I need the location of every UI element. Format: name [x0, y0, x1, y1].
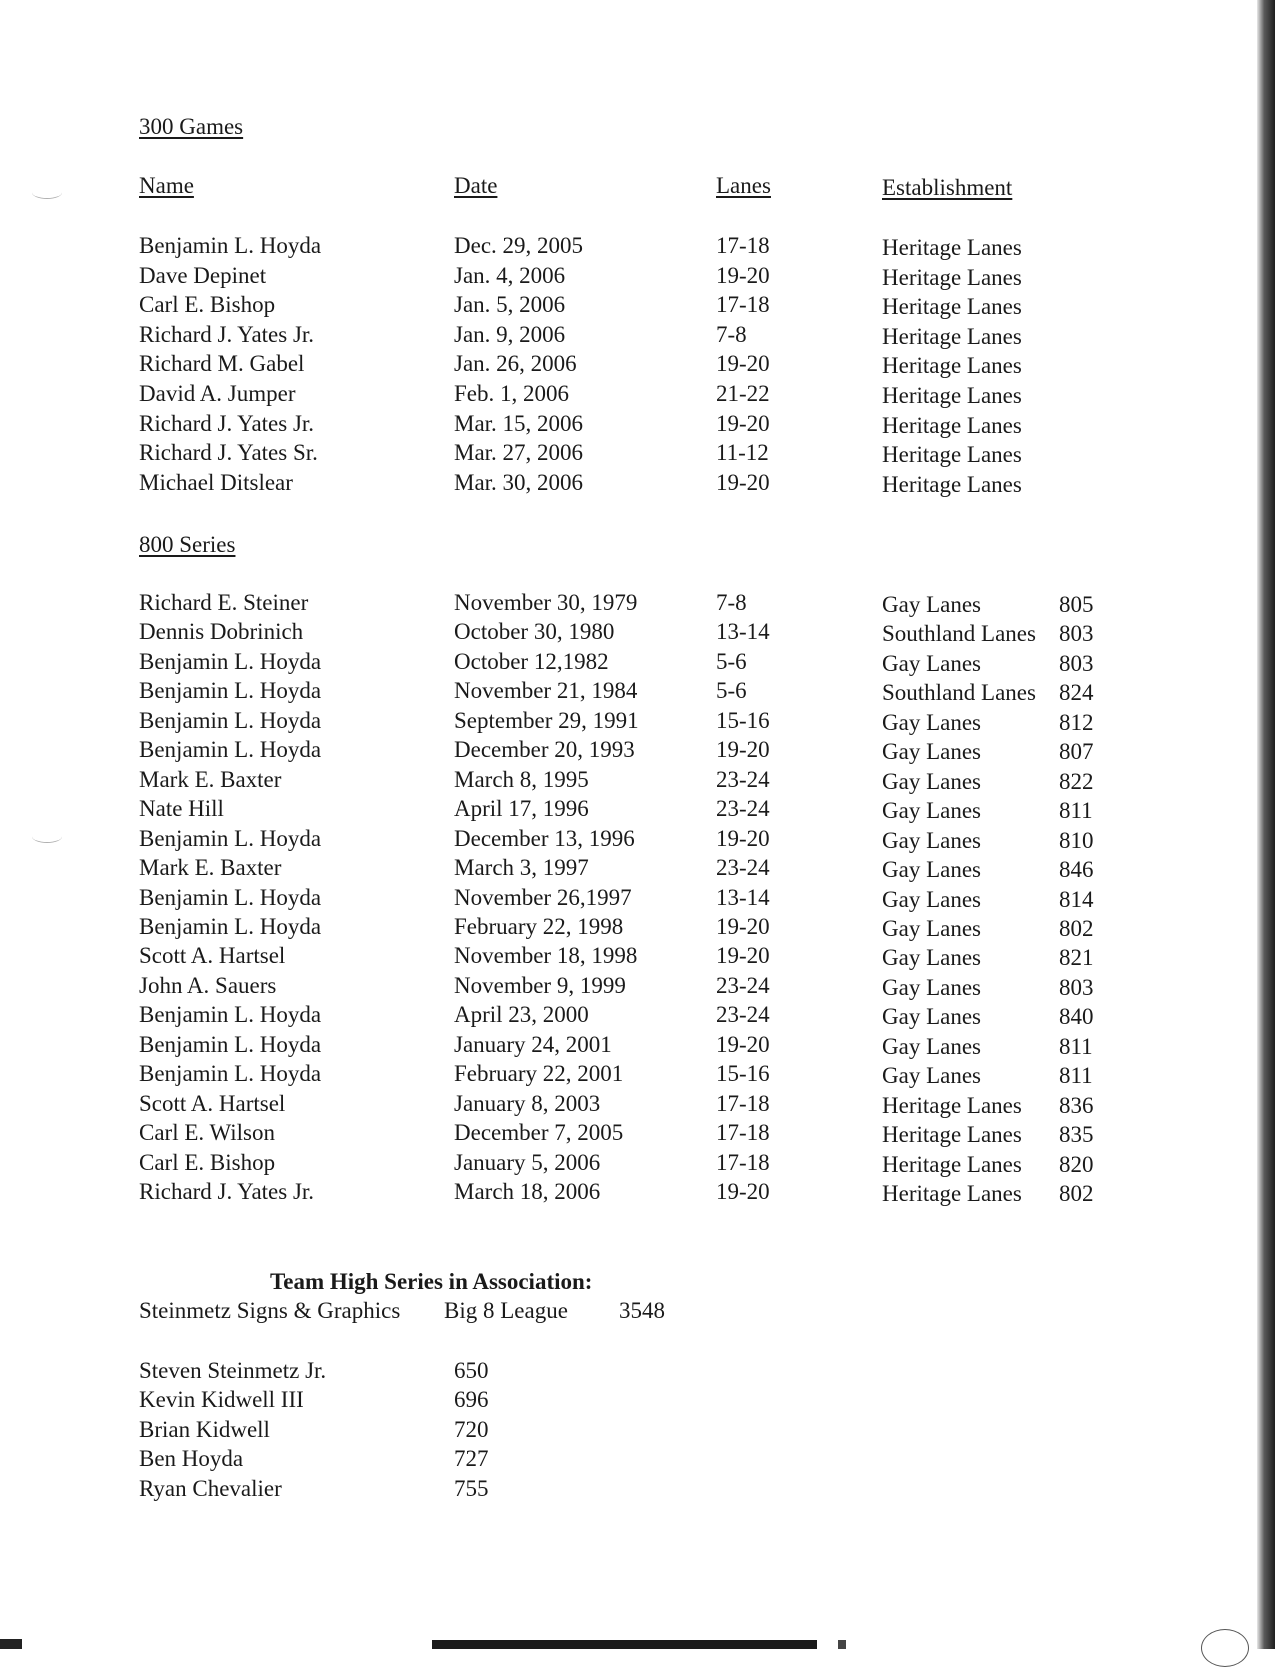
- bowler-name: Dave Depinet: [139, 262, 267, 288]
- series-date: April 23, 2000: [454, 1002, 589, 1028]
- game-date: Jan. 9, 2006: [454, 321, 566, 347]
- series-score: 803: [1059, 974, 1094, 1000]
- bowler-name: Benjamin L. Hoyda: [139, 913, 322, 939]
- section-title-300-games: 300 Games: [139, 114, 244, 139]
- bowler-name: Nate Hill: [139, 796, 224, 822]
- bowler-name: Benjamin L. Hoyda: [139, 884, 322, 910]
- game-date: Dec. 29, 2005: [454, 233, 584, 258]
- establishment-name: Heritage Lanes: [882, 442, 1022, 468]
- table-row: Nate Hill April 17, 1996 23-24 Gay Lanes 811: [139, 796, 1093, 824]
- member-score: 727: [454, 1446, 489, 1472]
- game-date: Jan. 26, 2006: [454, 351, 577, 377]
- table-row: Richard J. Yates Jr. March 18, 2006 19-20 Heritage Lanes 802: [139, 1179, 1094, 1206]
- bowler-name: Carl E. Bishop: [139, 1149, 276, 1175]
- game-date: Jan. 4, 2006: [454, 262, 566, 288]
- establishment-name: Southland Lanes: [882, 680, 1036, 706]
- series-date: December 7, 2005: [454, 1120, 624, 1146]
- bowler-name: Benjamin L. Hoyda: [139, 825, 322, 851]
- establishment-name: Gay Lanes: [882, 1033, 981, 1059]
- establishment-name: Southland Lanes: [882, 621, 1036, 647]
- table-row: Benjamin L. Hoyda November 21, 1984 5-6 Southland Lanes 824: [139, 678, 1094, 706]
- series-date: March 18, 2006: [454, 1179, 601, 1204]
- bowler-name: Mark E. Baxter: [139, 855, 282, 881]
- establishment-name: Gay Lanes: [882, 709, 981, 735]
- table-row: Dennis Dobrinich October 30, 1980 13-14 Southland Lanes 803: [139, 619, 1094, 647]
- list-item: [0, 1474, 1275, 1503]
- bowler-name: Benjamin L. Hoyda: [139, 737, 322, 763]
- series-date: November 18, 1998: [454, 943, 638, 969]
- establishment-name: Heritage Lanes: [882, 294, 1022, 320]
- table-row: Benjamin L. Hoyda December 20, 1993 19-20 Gay Lanes 807: [139, 737, 1094, 765]
- game-date: Mar. 30, 2006: [454, 469, 584, 495]
- team-high-title: Team High Series in Association:: [270, 1269, 593, 1294]
- member-name: Steven Steinmetz Jr.: [139, 1358, 327, 1383]
- bowler-name: Benjamin L. Hoyda: [139, 233, 322, 258]
- table-row: Dave Depinet Jan. 4, 2006 19-20 Heritage Lanes: [139, 262, 1022, 290]
- table-row: Michael Ditslear Mar. 30, 2006 19-20 Heritage Lanes: [139, 469, 1022, 497]
- team-name: Steinmetz Signs & Graphics: [139, 1298, 401, 1323]
- series-date: January 24, 2001: [454, 1031, 612, 1057]
- bowler-name: Benjamin L. Hoyda: [139, 707, 322, 733]
- table-row: Carl E. Wilson December 7, 2005 17-18 Heritage Lanes 835: [139, 1120, 1094, 1148]
- table-row: Benjamin L. Hoyda January 24, 2001 19-20 Gay Lanes 811: [139, 1031, 1093, 1059]
- bowler-name: Richard J. Yates Jr.: [139, 1179, 315, 1204]
- member-score: 720: [454, 1416, 489, 1442]
- bowler-name: Richard J. Yates Sr.: [139, 440, 318, 466]
- establishment-name: Heritage Lanes: [882, 353, 1022, 379]
- establishment-name: Gay Lanes: [882, 857, 981, 883]
- table-row: Richard E. Steiner November 30, 1979 7-8 Gay Lanes 805: [139, 590, 1094, 617]
- bowler-name: Scott A. Hartsel: [139, 1090, 286, 1116]
- bowler-name: Michael Ditslear: [139, 469, 293, 495]
- series-date: November 26,1997: [454, 884, 632, 910]
- bowler-name: Richard J. Yates Jr.: [139, 321, 315, 347]
- series-date: November 30, 1979: [454, 590, 638, 615]
- bowler-name: Carl E. Bishop: [139, 292, 276, 318]
- bowler-name: Benjamin L. Hoyda: [139, 1002, 322, 1028]
- establishment-name: Gay Lanes: [882, 768, 981, 794]
- table-row: Richard J. Yates Sr. Mar. 27, 2006 11-12 Heritage Lanes: [139, 440, 1022, 468]
- table-row: Benjamin L. Hoyda November 26,1997 13-14 Gay Lanes 814: [139, 884, 1094, 912]
- table-row: David A. Jumper Feb. 1, 2006 21-22 Heritage Lanes: [139, 381, 1022, 408]
- member-name: Brian Kidwell: [139, 1416, 270, 1442]
- list-item: [0, 1444, 1275, 1473]
- series-date: March 8, 1995: [454, 766, 589, 792]
- bowler-name: Benjamin L. Hoyda: [139, 678, 322, 704]
- member-name: Kevin Kidwell III: [139, 1387, 304, 1413]
- series-score: 822: [1059, 768, 1094, 794]
- bowler-name: John A. Sauers: [139, 972, 277, 998]
- table-row: Benjamin L. Hoyda Dec. 29, 2005 17-18 Heritage Lanes: [139, 233, 1022, 260]
- table-row: Benjamin L. Hoyda February 22, 2001 15-16 Gay Lanes 811: [139, 1061, 1093, 1089]
- list-item: [0, 1415, 1275, 1444]
- series-date: January 5, 2006: [454, 1149, 601, 1175]
- series-date: November 21, 1984: [454, 678, 638, 704]
- series-score: 803: [1059, 650, 1094, 676]
- game-date: Mar. 15, 2006: [454, 410, 584, 436]
- scan-edge-bottom-left: [0, 1639, 22, 1649]
- series-score: 820: [1059, 1151, 1094, 1177]
- table-row: John A. Sauers November 9, 1999 23-24 Gay Lanes 803: [139, 972, 1094, 1000]
- series-score: 802: [1059, 915, 1094, 941]
- series-score: 802: [1059, 1181, 1094, 1206]
- establishment-name: Gay Lanes: [882, 1063, 981, 1089]
- series-date: December 20, 1993: [454, 737, 635, 763]
- column-header-establishment: Establishment: [882, 175, 1013, 200]
- series-score: 836: [1059, 1092, 1094, 1118]
- table-row: Benjamin L. Hoyda December 13, 1996 19-20 Gay Lanes 810: [139, 825, 1094, 853]
- establishment-name: Heritage Lanes: [882, 1092, 1022, 1118]
- establishment-name: Heritage Lanes: [882, 264, 1022, 290]
- bowler-name: Benjamin L. Hoyda: [139, 1031, 322, 1057]
- series-score: 811: [1059, 1063, 1093, 1089]
- series-date: December 13, 1996: [454, 825, 635, 851]
- bowler-name: Richard M. Gabel: [139, 351, 305, 377]
- table-row: Richard J. Yates Jr. Jan. 9, 2006 7-8 Heritage Lanes: [139, 321, 1022, 349]
- table-row: Mark E. Baxter March 8, 1995 23-24 Gay Lanes 822: [139, 766, 1094, 794]
- series-score: 811: [1059, 798, 1093, 824]
- table-row: Scott A. Hartsel November 18, 1998 19-20 Gay Lanes 821: [139, 943, 1094, 971]
- series-score: 814: [1059, 886, 1094, 912]
- series-score: 803: [1059, 621, 1094, 647]
- series-date: February 22, 1998: [454, 913, 624, 939]
- game-date: Mar. 27, 2006: [454, 440, 584, 466]
- series-date: February 22, 2001: [454, 1061, 624, 1087]
- establishment-name: Gay Lanes: [882, 827, 981, 853]
- column-header-name: Name: [139, 173, 194, 198]
- series-date: April 17, 1996: [454, 796, 589, 822]
- series-date: September 29, 1991: [454, 707, 639, 733]
- bowler-name: Richard E. Steiner: [139, 590, 309, 615]
- series-score: 824: [1059, 680, 1094, 706]
- series-score: 810: [1059, 827, 1094, 853]
- list-item: [0, 1385, 1275, 1414]
- list-item: [0, 1356, 1275, 1385]
- team-league: Big 8 League: [444, 1298, 568, 1323]
- establishment-name: Gay Lanes: [882, 974, 981, 1000]
- series-score: 821: [1059, 945, 1094, 971]
- game-date: Jan. 5, 2006: [454, 292, 566, 318]
- series-score: 846: [1059, 857, 1094, 883]
- table-row: Mark E. Baxter March 3, 1997 23-24 Gay Lanes 846: [139, 855, 1094, 883]
- establishment-name: Gay Lanes: [882, 592, 981, 617]
- table-row: Carl E. Bishop January 5, 2006 17-18 Heritage Lanes 820: [139, 1149, 1094, 1177]
- series-date: November 9, 1999: [454, 972, 626, 998]
- bowler-name: Richard J. Yates Jr.: [139, 410, 315, 436]
- series-score: 835: [1059, 1122, 1094, 1148]
- scan-edge-bottom-fragment: [838, 1640, 846, 1649]
- series-date: January 8, 2003: [454, 1090, 601, 1116]
- table-row: Carl E. Bishop Jan. 5, 2006 17-18 Heritage Lanes: [139, 292, 1022, 320]
- table-row: Benjamin L. Hoyda September 29, 1991 15-16 Gay Lanes 812: [139, 707, 1094, 735]
- table-row: Benjamin L. Hoyda October 12,1982 5-6 Gay Lanes 803: [139, 648, 1094, 676]
- punch-hole-mark: [32, 186, 62, 199]
- scan-edge-bottom: [432, 1640, 817, 1649]
- member-score: 650: [454, 1358, 489, 1383]
- bowler-name: Scott A. Hartsel: [139, 943, 286, 969]
- bowler-name: David A. Jumper: [139, 381, 296, 406]
- bowler-name: Carl E. Wilson: [139, 1120, 276, 1146]
- establishment-name: Gay Lanes: [882, 650, 981, 676]
- establishment-name: Gay Lanes: [882, 739, 981, 765]
- series-score: 840: [1059, 1004, 1094, 1030]
- member-name: Ben Hoyda: [139, 1446, 244, 1472]
- establishment-name: Heritage Lanes: [882, 1122, 1022, 1148]
- series-score: 805: [1059, 592, 1094, 617]
- establishment-name: Heritage Lanes: [882, 383, 1022, 408]
- bowler-name: Dennis Dobrinich: [139, 619, 304, 645]
- establishment-name: Heritage Lanes: [882, 1151, 1022, 1177]
- establishment-name: Gay Lanes: [882, 1004, 981, 1030]
- table-row: Richard J. Yates Jr. Mar. 15, 2006 19-20 Heritage Lanes: [139, 410, 1022, 438]
- member-score: 755: [454, 1475, 489, 1501]
- column-header-date: Date: [454, 173, 498, 198]
- bowler-name: Mark E. Baxter: [139, 766, 282, 792]
- member-score: 696: [454, 1387, 489, 1413]
- bowler-name: Benjamin L. Hoyda: [139, 1061, 322, 1087]
- bowler-name: Benjamin L. Hoyda: [139, 648, 322, 674]
- series-score: 811: [1059, 1033, 1093, 1059]
- series-score: 812: [1059, 709, 1094, 735]
- table-row: Benjamin L. Hoyda February 22, 1998 19-20 Gay Lanes 802: [139, 913, 1094, 941]
- scan-corner-mark: [1201, 1629, 1249, 1667]
- establishment-name: Gay Lanes: [882, 945, 981, 971]
- section-title-800-series: 800 Series: [139, 532, 236, 557]
- establishment-name: Heritage Lanes: [882, 412, 1022, 438]
- establishment-name: Heritage Lanes: [882, 235, 1022, 260]
- table-row: Scott A. Hartsel January 8, 2003 17-18 Heritage Lanes 836: [139, 1090, 1094, 1118]
- series-date: October 30, 1980: [454, 619, 615, 645]
- establishment-name: Heritage Lanes: [882, 323, 1022, 349]
- game-date: Feb. 1, 2006: [454, 381, 569, 406]
- document-page: 300 Games Name Date Lanes Establishment Benjamin L. Hoyda Dec. 29, 2005 17-18 Heritage Lanes Dave Depinet Jan. 4, 2006 19-20 Heritage Lanes Carl E. Bishop Jan. 5, 2006 17-18 Heritage Lanes Richard J. Yates Jr. Jan. 9, 2006 7-8 Heritage Lanes Richard M. Gabel Jan. 26, 2006 19-20 Heritage Lanes David A. Jumper Feb. 1, 2006 21-22 Heritage Lanes Richard J. Yates Jr. Mar. 15, 2006 19-20 Heritage Lanes Richard J. Yates Sr. Mar. 27, 2006 11-12 Heritage Lanes Michael Ditslear Mar. 30, 2006 19-20 Heritage Lanes 800 Series Richard E. Steiner November 30, 1979 7-8 Gay Lanes 805 Dennis Dobrinich October 30, 1980 13-14 Southland Lanes 803 Benjamin L. Hoyda October 12,1982 5-6 Gay Lanes 803 Benjamin L. Hoyda November 21, 1984 5-6 Southland Lanes 824 Benjamin L. Hoyda September 29, 1991 15-16 Gay Lanes 812 Benjamin L. Hoyda December 20, 1993 19-20 Gay Lanes 807 Mark E. Baxter March 8, 1995 23-24 Gay Lanes 822 Nate Hill April 17, 1996 23-24 Gay Lanes 811 Benjamin L. Hoyda December 13, 1996 19-20 Gay Lanes 810 Mark E. Baxter March 3, 1997 23-24 Gay Lanes 846 Benjamin L. Hoyda November 26,1997 13-14 Gay Lanes 814 Benjamin L. Hoyda February 22, 1998 19-20 Gay Lanes 802 Scott A. Hartsel November 18, 1998 19-20 Gay Lanes 821 John A. Sauers November 9, 1999 23-24 Gay Lanes 803 Benjamin L. Hoyda April 23, 2000 23-24 Gay Lanes 840 Benjamin L. Hoyda January 24, 2001 19-20 Gay Lanes 811 Benjamin L. Hoyda February 22, 2001 15-16 Gay Lanes 811 Scott A. Hartsel January 8, 2003 17-18 Heritage Lanes 836 Carl E. Wilson December 7, 2005 17-18 Heritage Lanes 835 Carl E. Bishop January 5, 2006 17-18 Heritage Lanes 820 Richard J. Yates Jr. March 18, 2006 19-20 Heritage Lanes 802 Team High Series in Association: Steinmetz Signs & Graphics Big 8 League 3548 Steven Steinmetz Jr. 650 Kevin Kidwell III 696 Brian Kidwell 720 Ben Hoyda 727 Ryan Chevalier 755: [0, 0, 1275, 1649]
- establishment-name: Gay Lanes: [882, 886, 981, 912]
- establishment-name: Heritage Lanes: [882, 471, 1022, 497]
- table-row: Richard M. Gabel Jan. 26, 2006 19-20 Heritage Lanes: [139, 351, 1022, 379]
- establishment-name: Heritage Lanes: [882, 1181, 1022, 1206]
- series-date: March 3, 1997: [454, 855, 589, 881]
- member-name: Ryan Chevalier: [139, 1475, 282, 1501]
- series-score: 807: [1059, 739, 1094, 765]
- establishment-name: Gay Lanes: [882, 915, 981, 941]
- establishment-name: Gay Lanes: [882, 798, 981, 824]
- series-date: October 12,1982: [454, 648, 609, 674]
- team-total: 3548: [619, 1298, 665, 1323]
- table-row: Benjamin L. Hoyda April 23, 2000 23-24 Gay Lanes 840: [139, 1002, 1094, 1030]
